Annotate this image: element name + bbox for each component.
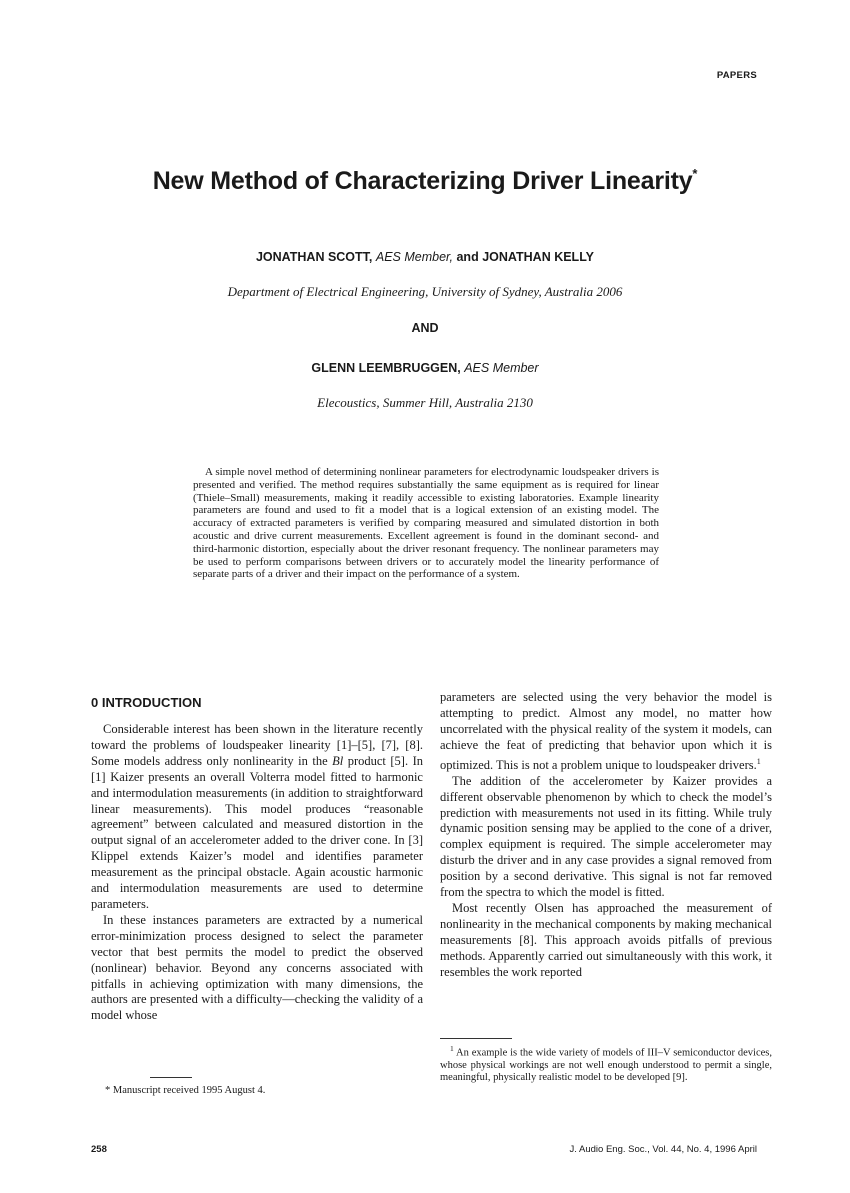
intro-paragraph-3	[440, 690, 772, 774]
footnote-rule-right	[440, 1038, 512, 1039]
author-conjunction: and	[456, 250, 479, 264]
footnote-right	[440, 1043, 772, 1084]
footnote-left: * Manuscript received 1995 August 4.	[105, 1085, 266, 1096]
paragraph-text: product [5]. In [1] Kaizer presents an overall Volterra model fitted to harmonic and intermodulation measurements (in addition to straightforward linear measurements). This model produces “reasonable agreement” between calculated and measured distortion in the output signal of an accelerometer added to the driver cone. In [3] Klippel extends Kaizer’s model and identifies parameter measurement as the principal obstacle. Again acoustic harmonic and intermodulation measurements are used to determine parameters.	[91, 753, 424, 911]
author-name-2: JONATHAN KELLY	[482, 250, 595, 264]
footnote-mark: 1	[450, 1044, 454, 1053]
journal-reference: J. Audio Eng. Soc., Vol. 44, No. 4, 1996 April	[569, 1144, 757, 1155]
author-line-2	[0, 361, 850, 375]
bl-symbol: Bl	[332, 753, 344, 768]
author-name-3: GLENN LEEMBRUGGEN,	[311, 361, 461, 375]
page-number: 258	[91, 1144, 107, 1155]
paragraph-text: Considerable interest has been shown in the literature recently toward the problems of loudspeaker linearity [1]–[5], [7], [8]. Some models address only nonlinearity in the	[91, 722, 423, 768]
author-and: AND	[411, 321, 439, 335]
intro-paragraph-4: The addition of the accelerometer by Kaizer provides a different observable phenomenon by which to check the model’s prediction with measurements not used in its fitting. While truly dynamic position sensing may be applied to the cone of a driver, complex equipment is required. The simple accelerometer may disturb the driver and in any case provides a signal removed from position by a second derivative. This signal is not far removed from the spectra to which the model is fitted.	[440, 773, 772, 900]
running-header-section: PAPERS	[716, 70, 757, 81]
affiliation-1: Department of Electrical Engineering, University of Sydney, Australia 2006	[227, 284, 623, 299]
footnote-rule-left	[150, 1077, 192, 1078]
body-column-left	[91, 722, 423, 1024]
abstract: A simple novel method of determining nonlinear parameters for electrodynamic loudspeaker drivers is presented and verified. The method requires substantially the same equipment as is required for linear (Thiele–Small) measurements, making it readily accessible to existing laboratories. Example linearity parameters are found and used to fit a model that is a logical extension of an existing model. The accuracy of extracted parameters is verified by comparing measured and simulated distortion in both acoustic and drive current measurements. Excellent agreement is found in the dominant second- and third-harmonic distortion, especially about the driver resonant frequency. The nonlinear parameters may be used to perform comparisons between drivers or to accurately model the linearity performance of separate parts of a driver and their impact on the performance of a system.	[193, 466, 659, 581]
title-footnote-mark: *	[692, 166, 698, 181]
affiliation-2: Elecoustics, Summer Hill, Australia 2130	[317, 395, 533, 410]
paper-title-text: New Method of Characterizing Driver Linearity	[152, 167, 693, 195]
intro-paragraph-5: Most recently Olsen has approached the measurement of nonlinearity in the mechanical components by making mechanical measurements [8]. This approach avoids pitfalls of previous methods. Apparently carried out simultaneously with this work, it resembles the work reported	[440, 900, 772, 979]
paragraph-text: parameters are selected using the very behavior the model is attempting to predict. Almost any model, no matter how uncorrelated with the physical reality of the system it models, can achieve the feat of predicting that behavior upon which it is optimized. This is not a problem unique to loudspeaker drivers.	[440, 690, 772, 772]
author-membership-1: AES Member,	[375, 250, 453, 264]
section-heading-introduction: 0 INTRODUCTION	[91, 695, 202, 710]
author-membership-3: AES Member	[464, 361, 539, 375]
intro-paragraph-1	[91, 722, 423, 913]
footnote-reference: 1	[756, 756, 761, 766]
intro-paragraph-2: In these instances parameters are extracted by a numerical error-minimization process designed to select the parameter vector that best permits the model to predict the observed (nonlinear) behavior. Beyond any concerns associated with pitfalls in achieving optimization with many dimensions, the authors are presented with a difficulty—checking the validity of a model whose	[91, 912, 423, 1023]
body-column-right	[440, 690, 772, 980]
paper-title	[0, 166, 850, 196]
footnote-text: An example is the wide variety of models of III–V semiconductor devices, whose physical workings are not well enough understood to permit a single, meaningful, physically realistic model to be developed [9].	[440, 1047, 772, 1084]
author-name-1: JONATHAN SCOTT,	[255, 250, 373, 264]
author-line-1	[0, 250, 850, 264]
